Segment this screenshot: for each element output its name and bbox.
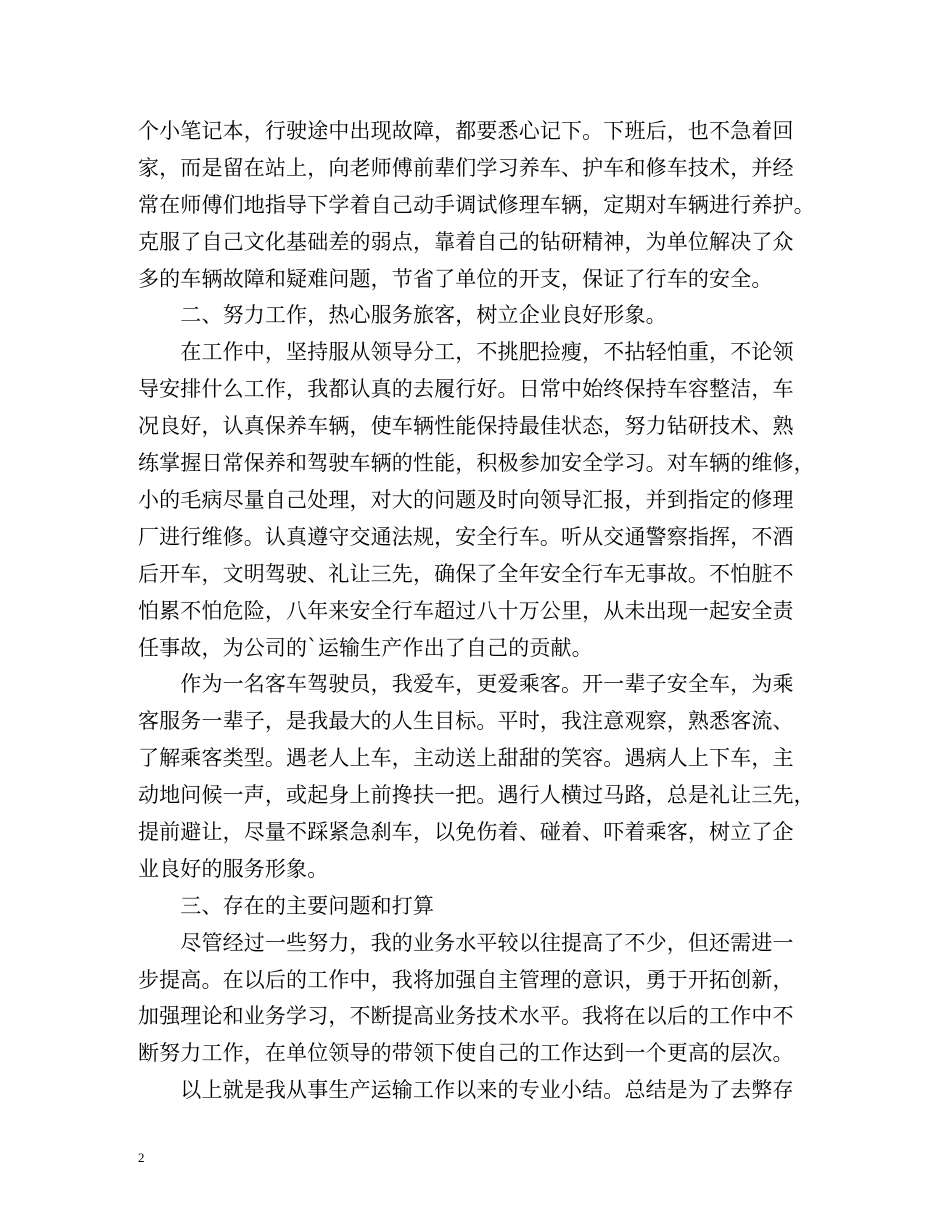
- text-line: 业良好的服务形象。: [138, 857, 329, 881]
- text-line: 后开车，文明驾驶、礼让三先，确保了全年安全行车无事故。不怕脏不: [138, 562, 794, 586]
- text-line: 以上就是我从事生产运输工作以来的专业小结。总结是为了去弊存: [138, 1078, 794, 1102]
- text-line: 克服了自己文化基础差的弱点，靠着自己的钻研精神，为单位解决了众: [138, 230, 794, 254]
- text-line: 小的毛病尽量自己处理，对大的问题及时向领导汇报，并到指定的修理: [138, 488, 794, 512]
- text-line: 任事故，为公司的`运输生产作出了自己的贡献。: [138, 636, 593, 660]
- text-line: 厂进行维修。认真遵守交通法规，安全行车。听从交通警察指挥，不酒: [138, 525, 794, 549]
- text-line: 提前避让，尽量不踩紧急刹车，以免伤着、碰着、吓着乘客，树立了企: [138, 820, 794, 844]
- text-line: 练掌握日常保养和驾驶车辆的性能，积极参加安全学习。对车辆的维修，: [138, 451, 815, 475]
- text-line: 尽管经过一些努力，我的业务水平较以往提高了不少，但还需进一: [138, 931, 794, 955]
- text-line: 了解乘客类型。遇老人上车，主动送上甜甜的笑容。遇病人上下车，主: [138, 746, 794, 770]
- text-line: 断努力工作，在单位领导的带领下使自己的工作达到一个更高的层次。: [138, 1041, 794, 1065]
- section-heading: 三、存在的主要问题和打算: [138, 894, 435, 918]
- text-line: 客服务一辈子，是我最大的人生目标。平时，我注意观察，熟悉客流、: [138, 709, 794, 733]
- text-line: 多的车辆故障和疑难问题，节省了单位的开支，保证了行车的安全。: [138, 267, 773, 291]
- text-line: 家，而是留在站上，向老师傅前辈们学习养车、护车和修车技术，并经: [138, 156, 794, 180]
- text-line: 况良好，认真保养车辆，使车辆性能保持最佳状态，努力钻研技术、熟: [138, 414, 794, 438]
- text-line: 怕累不怕危险，八年来安全行车超过八十万公里，从未出现一起安全责: [138, 599, 794, 623]
- text-line: 常在师傅们地指导下学着自己动手调试修理车辆，定期对车辆进行养护。: [138, 193, 815, 217]
- section-heading: 二、努力工作，热心服务旅客，树立企业良好形象。: [138, 303, 667, 327]
- text-line: 在工作中，坚持服从领导分工，不挑肥捡瘦，不拈轻怕重，不论领: [138, 340, 794, 364]
- text-line: 作为一名客车驾驶员，我爱车，更爱乘客。开一辈子安全车，为乘: [138, 672, 794, 696]
- page-number: 2: [138, 1150, 145, 1165]
- text-line: 加强理论和业务学习，不断提高业务技术水平。我将在以后的工作中不: [138, 1004, 794, 1028]
- text-line: 动地问候一声，或起身上前搀扶一把。遇行人横过马路，总是礼让三先，: [138, 783, 815, 807]
- text-line: 步提高。在以后的工作中，我将加强自主管理的意识，勇于开拓创新，: [138, 968, 794, 992]
- text-line: 个小笔记本，行驶途中出现故障，都要悉心记下。下班后，也不急着回: [138, 119, 794, 143]
- text-line: 导安排什么工作，我都认真的去履行好。日常中始终保持车容整洁，车: [138, 377, 794, 401]
